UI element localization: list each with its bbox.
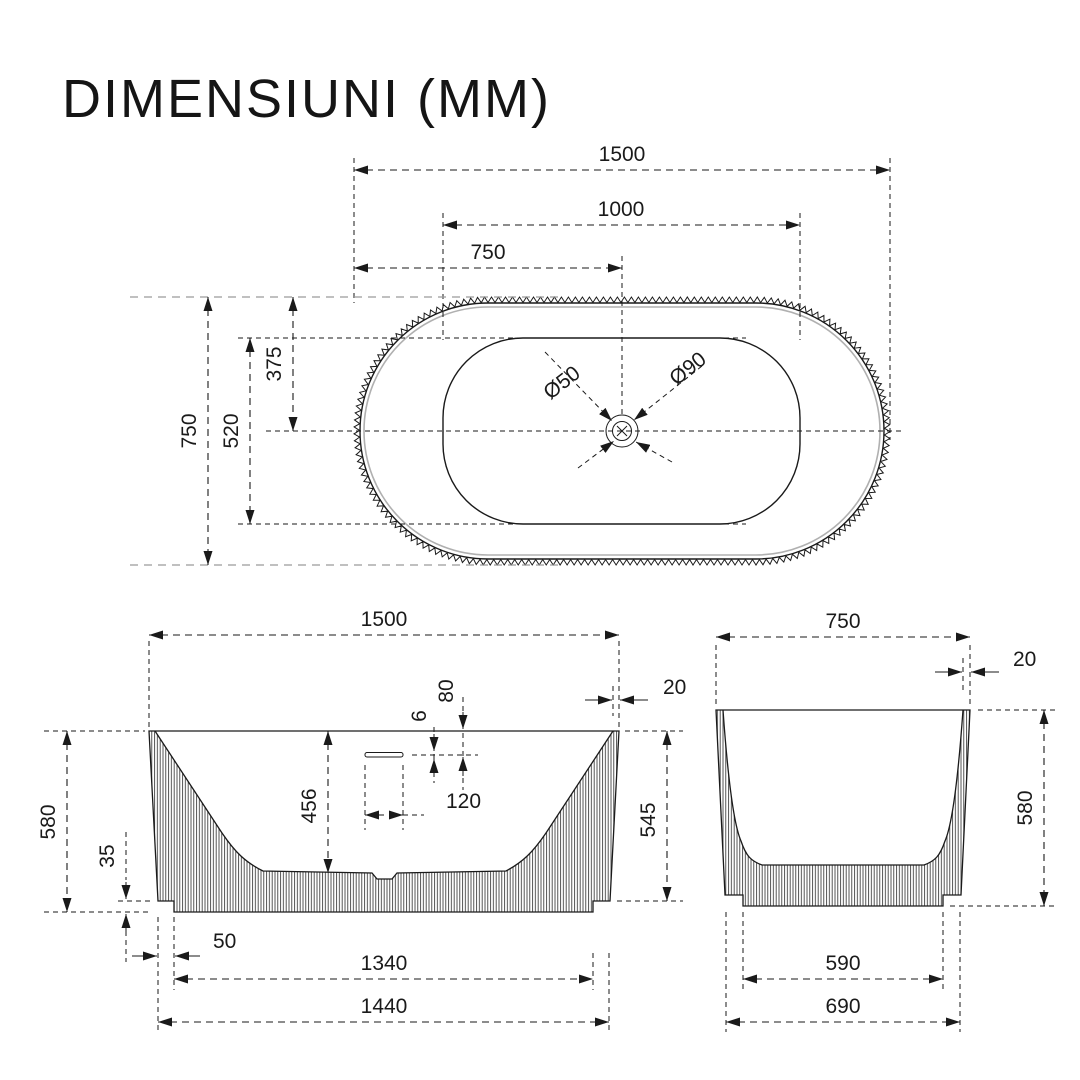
dim-front-base-length: 1440 xyxy=(360,995,408,1018)
dim-front-overall-length: 1500 xyxy=(360,608,408,631)
dim-front-inner-depth: 456 xyxy=(298,788,321,824)
dim-top-half-width: 375 xyxy=(263,346,286,382)
dim-top-overall-width: 750 xyxy=(178,413,201,449)
leader-d90-lower xyxy=(636,442,672,462)
dim-front-plinth-height: 35 xyxy=(96,844,119,868)
tub-front-section xyxy=(149,731,619,912)
top-view xyxy=(130,143,905,565)
overflow-slot xyxy=(365,753,403,758)
dim-front-overflow-slot-height: 6 xyxy=(408,710,431,722)
dim-front-wall-thickness: 20 xyxy=(663,676,687,699)
page-title: DIMENSIUNI (MM) xyxy=(62,69,551,129)
dim-front-overall-height: 580 xyxy=(37,804,60,840)
side-view xyxy=(716,610,1058,1032)
dim-side-overall-height: 580 xyxy=(1014,790,1037,826)
dim-side-overall-width: 750 xyxy=(825,610,861,633)
dim-front-base-inset: 50 xyxy=(213,930,237,953)
dim-front-overflow-slot-width: 120 xyxy=(446,790,482,813)
dim-drain-outer: Ø90 xyxy=(665,347,711,391)
tub-side-section xyxy=(716,710,970,906)
dim-front-overflow-offset: 80 xyxy=(435,679,458,703)
dim-top-half-length: 750 xyxy=(470,241,506,264)
dim-side-wall-thickness: 20 xyxy=(1013,648,1037,671)
dim-top-basin-length: 1000 xyxy=(597,198,645,221)
dim-front-inner-height: 545 xyxy=(637,802,660,838)
dim-top-basin-width: 520 xyxy=(220,413,243,449)
dim-front-plinth-length: 1340 xyxy=(360,952,408,975)
dim-side-base-width: 690 xyxy=(825,995,861,1018)
dim-side-plinth-width: 590 xyxy=(825,952,861,975)
leader-d50-lower xyxy=(578,441,614,468)
dim-drain-inner: Ø50 xyxy=(539,361,585,405)
front-view xyxy=(37,608,686,1032)
dim-top-overall-length: 1500 xyxy=(598,143,646,166)
